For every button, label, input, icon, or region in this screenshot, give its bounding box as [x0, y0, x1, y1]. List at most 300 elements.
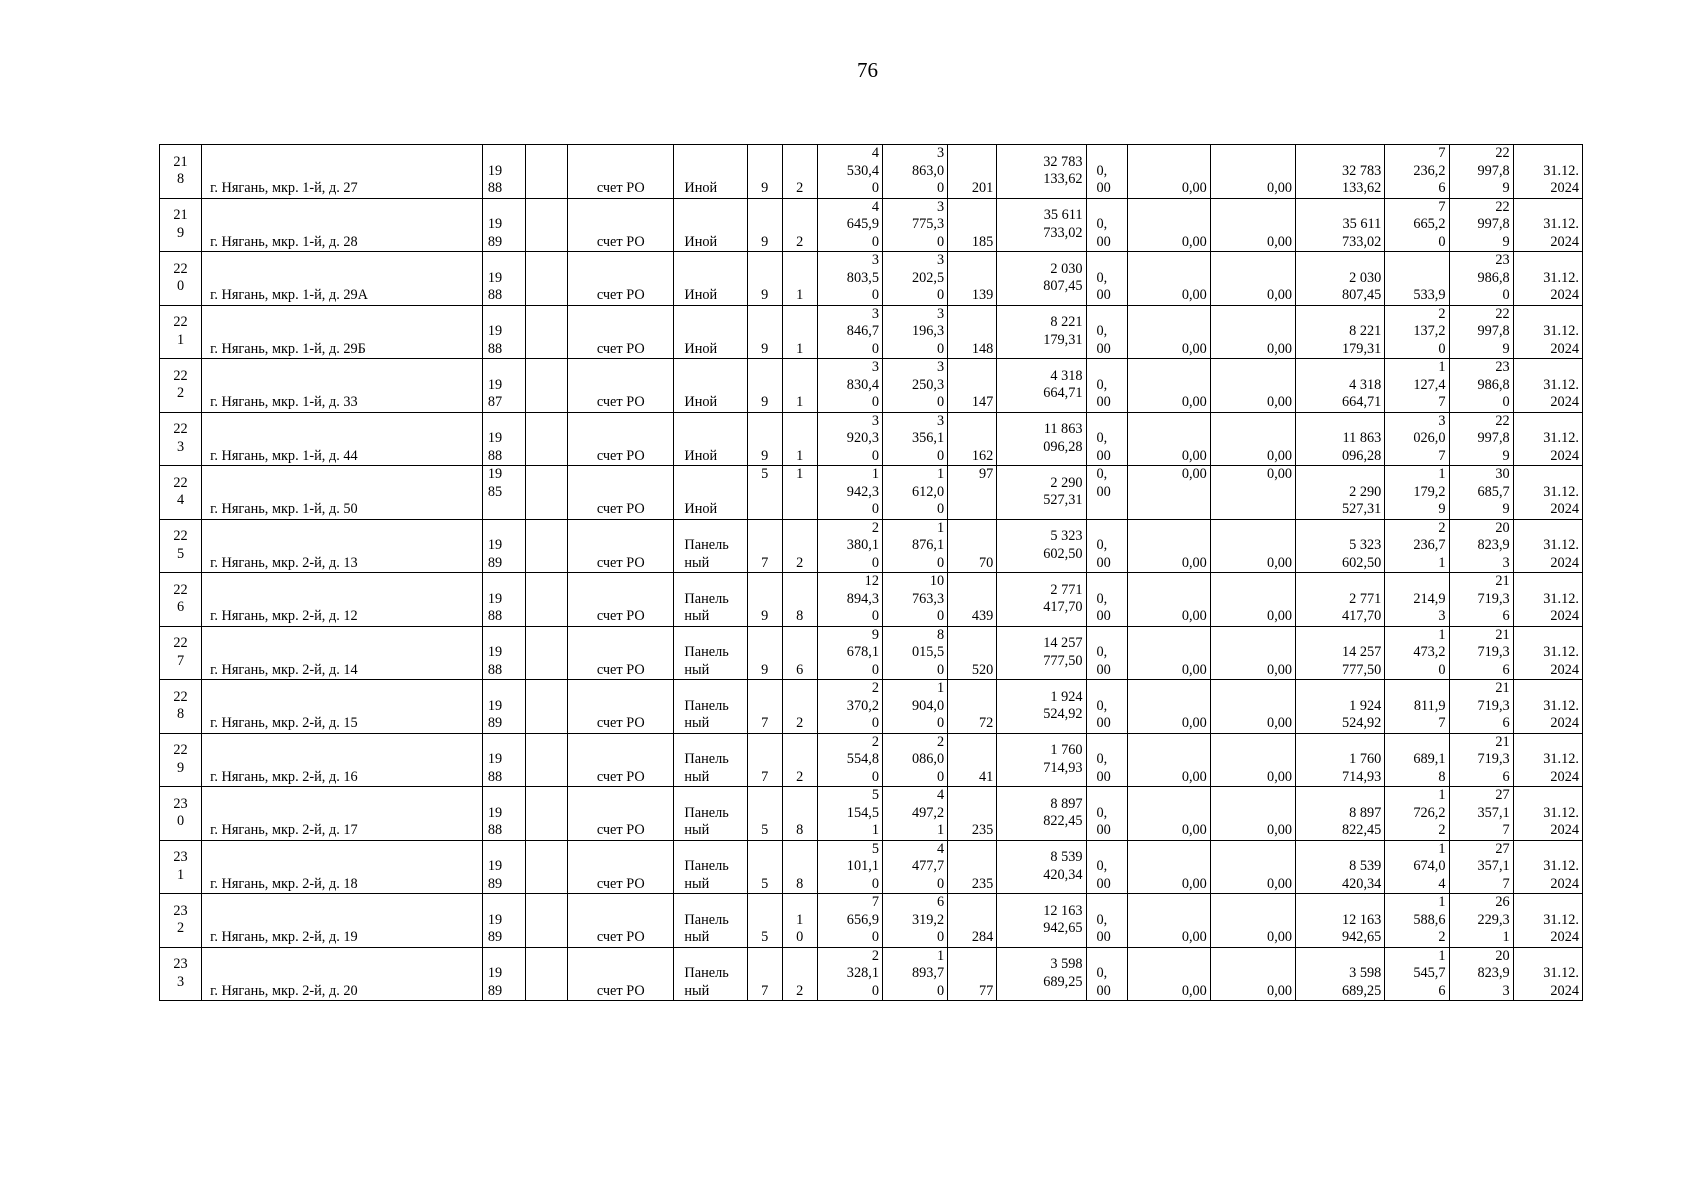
area-total-cell: 7 656,9 0 [817, 894, 882, 948]
max-cost-cell: 23 986,8 0 [1449, 359, 1513, 413]
blank-cell [526, 466, 568, 520]
date-cell: 31.12. 2024 [1513, 680, 1582, 734]
area-living-cell: 1 612,0 0 [882, 466, 947, 520]
date-cell: 31.12. 2024 [1513, 466, 1582, 520]
row-number: 21 9 [160, 198, 202, 252]
cost-cell: 8 539 420,34 [997, 840, 1086, 894]
total-cell: 2 771 417,70 [1296, 573, 1385, 627]
floors-cell: 9 [747, 305, 782, 359]
account-cell: счет РО [568, 145, 674, 199]
area-total-cell: 2 380,1 0 [817, 519, 882, 573]
fund-1-cell: 0, 00 [1086, 733, 1127, 787]
max-cost-cell: 22 997,8 9 [1449, 198, 1513, 252]
area-living-cell: 1 876,1 0 [882, 519, 947, 573]
material-cell: Иной [674, 145, 747, 199]
cost-cell: 2 030 807,45 [997, 252, 1086, 306]
table-row [160, 894, 1583, 948]
area-total-cell: 3 846,7 0 [817, 305, 882, 359]
fund-3-cell: 0,00 [1210, 787, 1295, 841]
fund-2-cell: 0,00 [1127, 787, 1210, 841]
entrances-cell: 2 [782, 947, 817, 1001]
blank-cell [526, 787, 568, 841]
account-cell: счет РО [568, 787, 674, 841]
date-cell: 31.12. 2024 [1513, 305, 1582, 359]
material-cell: Иной [674, 359, 747, 413]
address-cell: г. Нягань, мкр. 1-й, д. 27 [202, 145, 483, 199]
cost-cell: 35 611 733,02 [997, 198, 1086, 252]
fund-1-cell: 0, 00 [1086, 145, 1127, 199]
area-living-cell: 3 202,5 0 [882, 252, 947, 306]
unit-cost-cell: 811,9 7 [1385, 680, 1449, 734]
year-cell: 19 88 [482, 787, 525, 841]
account-cell: счет РО [568, 412, 674, 466]
floors-cell: 5 [747, 894, 782, 948]
floors-cell: 5 [747, 840, 782, 894]
area-total-cell: 3 803,5 0 [817, 252, 882, 306]
cost-cell: 5 323 602,50 [997, 519, 1086, 573]
fund-3-cell: 0,00 [1210, 359, 1295, 413]
cost-cell: 1 760 714,93 [997, 733, 1086, 787]
material-cell: Панель ный [674, 680, 747, 734]
fund-1-cell: 0, 00 [1086, 787, 1127, 841]
fund-3-cell: 0,00 [1210, 305, 1295, 359]
max-cost-cell: 27 357,1 7 [1449, 840, 1513, 894]
area-living-cell: 4 477,7 0 [882, 840, 947, 894]
unit-cost-cell: 1 588,6 2 [1385, 894, 1449, 948]
residents-cell: 439 [948, 573, 997, 627]
total-cell: 3 598 689,25 [1296, 947, 1385, 1001]
residents-cell: 162 [948, 412, 997, 466]
residents-cell: 201 [948, 145, 997, 199]
max-cost-cell: 23 986,8 0 [1449, 252, 1513, 306]
fund-2-cell: 0,00 [1127, 626, 1210, 680]
row-number: 23 0 [160, 787, 202, 841]
address-cell: г. Нягань, мкр. 1-й, д. 28 [202, 198, 483, 252]
table-row [160, 680, 1583, 734]
cost-cell: 3 598 689,25 [997, 947, 1086, 1001]
blank-cell [526, 519, 568, 573]
total-cell: 8 897 822,45 [1296, 787, 1385, 841]
fund-2-cell: 0,00 [1127, 840, 1210, 894]
area-living-cell: 1 904,0 0 [882, 680, 947, 734]
blank-cell [526, 252, 568, 306]
total-cell: 2 290 527,31 [1296, 466, 1385, 520]
area-total-cell: 2 328,1 0 [817, 947, 882, 1001]
entrances-cell: 8 [782, 573, 817, 627]
date-cell: 31.12. 2024 [1513, 733, 1582, 787]
fund-3-cell: 0,00 [1210, 733, 1295, 787]
floors-cell: 9 [747, 359, 782, 413]
floors-cell: 5 [747, 787, 782, 841]
unit-cost-cell: 1 473,2 0 [1385, 626, 1449, 680]
total-cell: 2 030 807,45 [1296, 252, 1385, 306]
account-cell: счет РО [568, 519, 674, 573]
fund-3-cell: 0,00 [1210, 680, 1295, 734]
material-cell: Иной [674, 412, 747, 466]
area-total-cell: 2 554,8 0 [817, 733, 882, 787]
address-cell: г. Нягань, мкр. 2-й, д. 19 [202, 894, 483, 948]
entrances-cell: 1 0 [782, 894, 817, 948]
residents-cell: 147 [948, 359, 997, 413]
unit-cost-cell: 2 236,7 1 [1385, 519, 1449, 573]
table-row [160, 198, 1583, 252]
entrances-cell: 2 [782, 733, 817, 787]
entrances-cell: 2 [782, 145, 817, 199]
unit-cost-cell: 1 179,2 9 [1385, 466, 1449, 520]
account-cell: счет РО [568, 198, 674, 252]
date-cell: 31.12. 2024 [1513, 412, 1582, 466]
floors-cell: 9 [747, 626, 782, 680]
floors-cell: 9 [747, 252, 782, 306]
residents-cell: 97 [948, 466, 997, 520]
unit-cost-cell: 7 236,2 6 [1385, 145, 1449, 199]
fund-2-cell: 0,00 [1127, 252, 1210, 306]
unit-cost-cell: 1 726,2 2 [1385, 787, 1449, 841]
area-total-cell: 3 830,4 0 [817, 359, 882, 413]
residents-cell: 41 [948, 733, 997, 787]
entrances-cell: 2 [782, 198, 817, 252]
account-cell: счет РО [568, 305, 674, 359]
area-total-cell: 3 920,3 0 [817, 412, 882, 466]
area-living-cell: 4 497,2 1 [882, 787, 947, 841]
total-cell: 14 257 777,50 [1296, 626, 1385, 680]
date-cell: 31.12. 2024 [1513, 894, 1582, 948]
area-living-cell: 3 863,0 0 [882, 145, 947, 199]
year-cell: 19 89 [482, 198, 525, 252]
cost-cell: 11 863 096,28 [997, 412, 1086, 466]
material-cell: Панель ный [674, 519, 747, 573]
max-cost-cell: 22 997,8 9 [1449, 412, 1513, 466]
date-cell: 31.12. 2024 [1513, 626, 1582, 680]
blank-cell [526, 305, 568, 359]
area-living-cell: 3 250,3 0 [882, 359, 947, 413]
entrances-cell: 1 [782, 359, 817, 413]
fund-1-cell: 0, 00 [1086, 680, 1127, 734]
total-cell: 12 163 942,65 [1296, 894, 1385, 948]
fund-1-cell: 0, 00 [1086, 947, 1127, 1001]
table-row [160, 626, 1583, 680]
fund-1-cell: 0, 00 [1086, 252, 1127, 306]
max-cost-cell: 26 229,3 1 [1449, 894, 1513, 948]
blank-cell [526, 894, 568, 948]
residents-cell: 70 [948, 519, 997, 573]
residents-cell: 77 [948, 947, 997, 1001]
max-cost-cell: 20 823,9 3 [1449, 947, 1513, 1001]
entrances-cell: 8 [782, 787, 817, 841]
material-cell: Панель ный [674, 787, 747, 841]
table-row [160, 947, 1583, 1001]
total-cell: 8 539 420,34 [1296, 840, 1385, 894]
fund-3-cell: 0,00 [1210, 573, 1295, 627]
material-cell: Панель ный [674, 947, 747, 1001]
year-cell: 19 88 [482, 252, 525, 306]
date-cell: 31.12. 2024 [1513, 787, 1582, 841]
area-total-cell: 5 101,1 0 [817, 840, 882, 894]
material-cell: Панель ный [674, 840, 747, 894]
total-cell: 8 221 179,31 [1296, 305, 1385, 359]
fund-3-cell: 0,00 [1210, 519, 1295, 573]
address-cell: г. Нягань, мкр. 2-й, д. 12 [202, 573, 483, 627]
cost-cell: 32 783 133,62 [997, 145, 1086, 199]
address-cell: г. Нягань, мкр. 2-й, д. 18 [202, 840, 483, 894]
year-cell: 19 88 [482, 733, 525, 787]
cost-cell: 8 897 822,45 [997, 787, 1086, 841]
total-cell: 1 760 714,93 [1296, 733, 1385, 787]
account-cell: счет РО [568, 947, 674, 1001]
max-cost-cell: 21 719,3 6 [1449, 733, 1513, 787]
floors-cell: 7 [747, 519, 782, 573]
cost-cell: 2 290 527,31 [997, 466, 1086, 520]
area-living-cell: 3 775,3 0 [882, 198, 947, 252]
entrances-cell: 8 [782, 840, 817, 894]
entrances-cell: 6 [782, 626, 817, 680]
total-cell: 11 863 096,28 [1296, 412, 1385, 466]
area-total-cell: 4 645,9 0 [817, 198, 882, 252]
fund-2-cell: 0,00 [1127, 145, 1210, 199]
cost-cell: 14 257 777,50 [997, 626, 1086, 680]
unit-cost-cell: 533,9 [1385, 252, 1449, 306]
table-row [160, 252, 1583, 306]
residents-cell: 148 [948, 305, 997, 359]
cost-cell: 1 924 524,92 [997, 680, 1086, 734]
year-cell: 19 89 [482, 947, 525, 1001]
table-row [160, 733, 1583, 787]
fund-2-cell: 0,00 [1127, 466, 1210, 520]
material-cell: Панель ный [674, 626, 747, 680]
fund-1-cell: 0, 00 [1086, 573, 1127, 627]
year-cell: 19 89 [482, 894, 525, 948]
table-row [160, 519, 1583, 573]
blank-cell [526, 947, 568, 1001]
cost-cell: 4 318 664,71 [997, 359, 1086, 413]
unit-cost-cell: 1 674,0 4 [1385, 840, 1449, 894]
row-number: 21 8 [160, 145, 202, 199]
entrances-cell: 2 [782, 680, 817, 734]
area-living-cell: 6 319,2 0 [882, 894, 947, 948]
address-cell: г. Нягань, мкр. 2-й, д. 20 [202, 947, 483, 1001]
address-cell: г. Нягань, мкр. 2-й, д. 15 [202, 680, 483, 734]
entrances-cell: 1 [782, 466, 817, 520]
table-row [160, 412, 1583, 466]
account-cell: счет РО [568, 840, 674, 894]
row-number: 23 1 [160, 840, 202, 894]
row-number: 22 0 [160, 252, 202, 306]
row-number: 23 2 [160, 894, 202, 948]
max-cost-cell: 22 997,8 9 [1449, 305, 1513, 359]
date-cell: 31.12. 2024 [1513, 145, 1582, 199]
unit-cost-cell: 7 665,2 0 [1385, 198, 1449, 252]
address-cell: г. Нягань, мкр. 1-й, д. 33 [202, 359, 483, 413]
fund-1-cell: 0, 00 [1086, 626, 1127, 680]
date-cell: 31.12. 2024 [1513, 198, 1582, 252]
residents-cell: 520 [948, 626, 997, 680]
date-cell: 31.12. 2024 [1513, 947, 1582, 1001]
address-cell: г. Нягань, мкр. 2-й, д. 14 [202, 626, 483, 680]
row-number: 22 3 [160, 412, 202, 466]
fund-2-cell: 0,00 [1127, 198, 1210, 252]
residents-cell: 139 [948, 252, 997, 306]
year-cell: 19 89 [482, 519, 525, 573]
area-total-cell: 12 894,3 0 [817, 573, 882, 627]
row-number: 22 8 [160, 680, 202, 734]
total-cell: 4 318 664,71 [1296, 359, 1385, 413]
fund-3-cell: 0,00 [1210, 198, 1295, 252]
blank-cell [526, 840, 568, 894]
date-cell: 31.12. 2024 [1513, 359, 1582, 413]
fund-1-cell: 0, 00 [1086, 305, 1127, 359]
table-row [160, 573, 1583, 627]
max-cost-cell: 21 719,3 6 [1449, 680, 1513, 734]
fund-1-cell: 0, 00 [1086, 412, 1127, 466]
area-total-cell: 2 370,2 0 [817, 680, 882, 734]
year-cell: 19 89 [482, 680, 525, 734]
table-row [160, 466, 1583, 520]
fund-2-cell: 0,00 [1127, 894, 1210, 948]
fund-1-cell: 0, 00 [1086, 466, 1127, 520]
material-cell: Панель ный [674, 894, 747, 948]
row-number: 22 1 [160, 305, 202, 359]
table-row [160, 840, 1583, 894]
table-row [160, 305, 1583, 359]
fund-1-cell: 0, 00 [1086, 198, 1127, 252]
account-cell: счет РО [568, 466, 674, 520]
account-cell: счет РО [568, 733, 674, 787]
year-cell: 19 88 [482, 412, 525, 466]
residents-cell: 72 [948, 680, 997, 734]
area-total-cell: 5 154,5 1 [817, 787, 882, 841]
unit-cost-cell: 689,1 8 [1385, 733, 1449, 787]
fund-2-cell: 0,00 [1127, 680, 1210, 734]
blank-cell [526, 680, 568, 734]
fund-3-cell: 0,00 [1210, 412, 1295, 466]
row-number: 22 4 [160, 466, 202, 520]
material-cell: Иной [674, 466, 747, 520]
year-cell: 19 87 [482, 359, 525, 413]
blank-cell [526, 573, 568, 627]
max-cost-cell: 21 719,3 6 [1449, 626, 1513, 680]
year-cell: 19 89 [482, 840, 525, 894]
material-cell: Иной [674, 198, 747, 252]
date-cell: 31.12. 2024 [1513, 573, 1582, 627]
year-cell: 19 88 [482, 626, 525, 680]
account-cell: счет РО [568, 680, 674, 734]
cost-cell: 2 771 417,70 [997, 573, 1086, 627]
fund-2-cell: 0,00 [1127, 359, 1210, 413]
material-cell: Иной [674, 305, 747, 359]
fund-1-cell: 0, 00 [1086, 840, 1127, 894]
blank-cell [526, 198, 568, 252]
unit-cost-cell: 1 545,7 6 [1385, 947, 1449, 1001]
cost-cell: 8 221 179,31 [997, 305, 1086, 359]
account-cell: счет РО [568, 359, 674, 413]
address-cell: г. Нягань, мкр. 2-й, д. 13 [202, 519, 483, 573]
account-cell: счет РО [568, 573, 674, 627]
row-number: 22 5 [160, 519, 202, 573]
year-cell: 19 85 [482, 466, 525, 520]
housing-table [159, 144, 1583, 1001]
fund-2-cell: 0,00 [1127, 305, 1210, 359]
date-cell: 31.12. 2024 [1513, 519, 1582, 573]
material-cell: Иной [674, 252, 747, 306]
max-cost-cell: 22 997,8 9 [1449, 145, 1513, 199]
fund-3-cell: 0,00 [1210, 252, 1295, 306]
floors-cell: 7 [747, 947, 782, 1001]
max-cost-cell: 30 685,7 9 [1449, 466, 1513, 520]
address-cell: г. Нягань, мкр. 1-й, д. 29Б [202, 305, 483, 359]
fund-2-cell: 0,00 [1127, 733, 1210, 787]
fund-1-cell: 0, 00 [1086, 894, 1127, 948]
floors-cell: 9 [747, 412, 782, 466]
row-number: 23 3 [160, 947, 202, 1001]
floors-cell: 7 [747, 680, 782, 734]
blank-cell [526, 626, 568, 680]
row-number: 22 7 [160, 626, 202, 680]
floors-cell: 9 [747, 573, 782, 627]
year-cell: 19 88 [482, 145, 525, 199]
unit-cost-cell: 1 127,4 7 [1385, 359, 1449, 413]
fund-2-cell: 0,00 [1127, 519, 1210, 573]
blank-cell [526, 733, 568, 787]
fund-2-cell: 0,00 [1127, 573, 1210, 627]
floors-cell: 5 [747, 466, 782, 520]
area-living-cell: 8 015,5 0 [882, 626, 947, 680]
cost-cell: 12 163 942,65 [997, 894, 1086, 948]
blank-cell [526, 145, 568, 199]
fund-3-cell: 0,00 [1210, 947, 1295, 1001]
unit-cost-cell: 3 026,0 7 [1385, 412, 1449, 466]
residents-cell: 235 [948, 787, 997, 841]
max-cost-cell: 20 823,9 3 [1449, 519, 1513, 573]
area-living-cell: 3 196,3 0 [882, 305, 947, 359]
unit-cost-cell: 214,9 3 [1385, 573, 1449, 627]
address-cell: г. Нягань, мкр. 1-й, д. 50 [202, 466, 483, 520]
residents-cell: 284 [948, 894, 997, 948]
blank-cell [526, 412, 568, 466]
entrances-cell: 1 [782, 252, 817, 306]
table-row [160, 145, 1583, 199]
account-cell: счет РО [568, 626, 674, 680]
total-cell: 32 783 133,62 [1296, 145, 1385, 199]
material-cell: Панель ный [674, 573, 747, 627]
max-cost-cell: 27 357,1 7 [1449, 787, 1513, 841]
account-cell: счет РО [568, 252, 674, 306]
total-cell: 35 611 733,02 [1296, 198, 1385, 252]
year-cell: 19 88 [482, 305, 525, 359]
floors-cell: 7 [747, 733, 782, 787]
row-number: 22 9 [160, 733, 202, 787]
residents-cell: 235 [948, 840, 997, 894]
area-living-cell: 1 893,7 0 [882, 947, 947, 1001]
residents-cell: 185 [948, 198, 997, 252]
area-living-cell: 10 763,3 0 [882, 573, 947, 627]
area-total-cell: 1 942,3 0 [817, 466, 882, 520]
fund-1-cell: 0, 00 [1086, 359, 1127, 413]
unit-cost-cell: 2 137,2 0 [1385, 305, 1449, 359]
floors-cell: 9 [747, 198, 782, 252]
row-number: 22 2 [160, 359, 202, 413]
area-living-cell: 2 086,0 0 [882, 733, 947, 787]
address-cell: г. Нягань, мкр. 2-й, д. 16 [202, 733, 483, 787]
account-cell: счет РО [568, 894, 674, 948]
material-cell: Панель ный [674, 733, 747, 787]
entrances-cell: 1 [782, 305, 817, 359]
fund-3-cell: 0,00 [1210, 466, 1295, 520]
fund-1-cell: 0, 00 [1086, 519, 1127, 573]
area-total-cell: 4 530,4 0 [817, 145, 882, 199]
page-number: 76 [857, 58, 878, 82]
fund-2-cell: 0,00 [1127, 412, 1210, 466]
fund-2-cell: 0,00 [1127, 947, 1210, 1001]
